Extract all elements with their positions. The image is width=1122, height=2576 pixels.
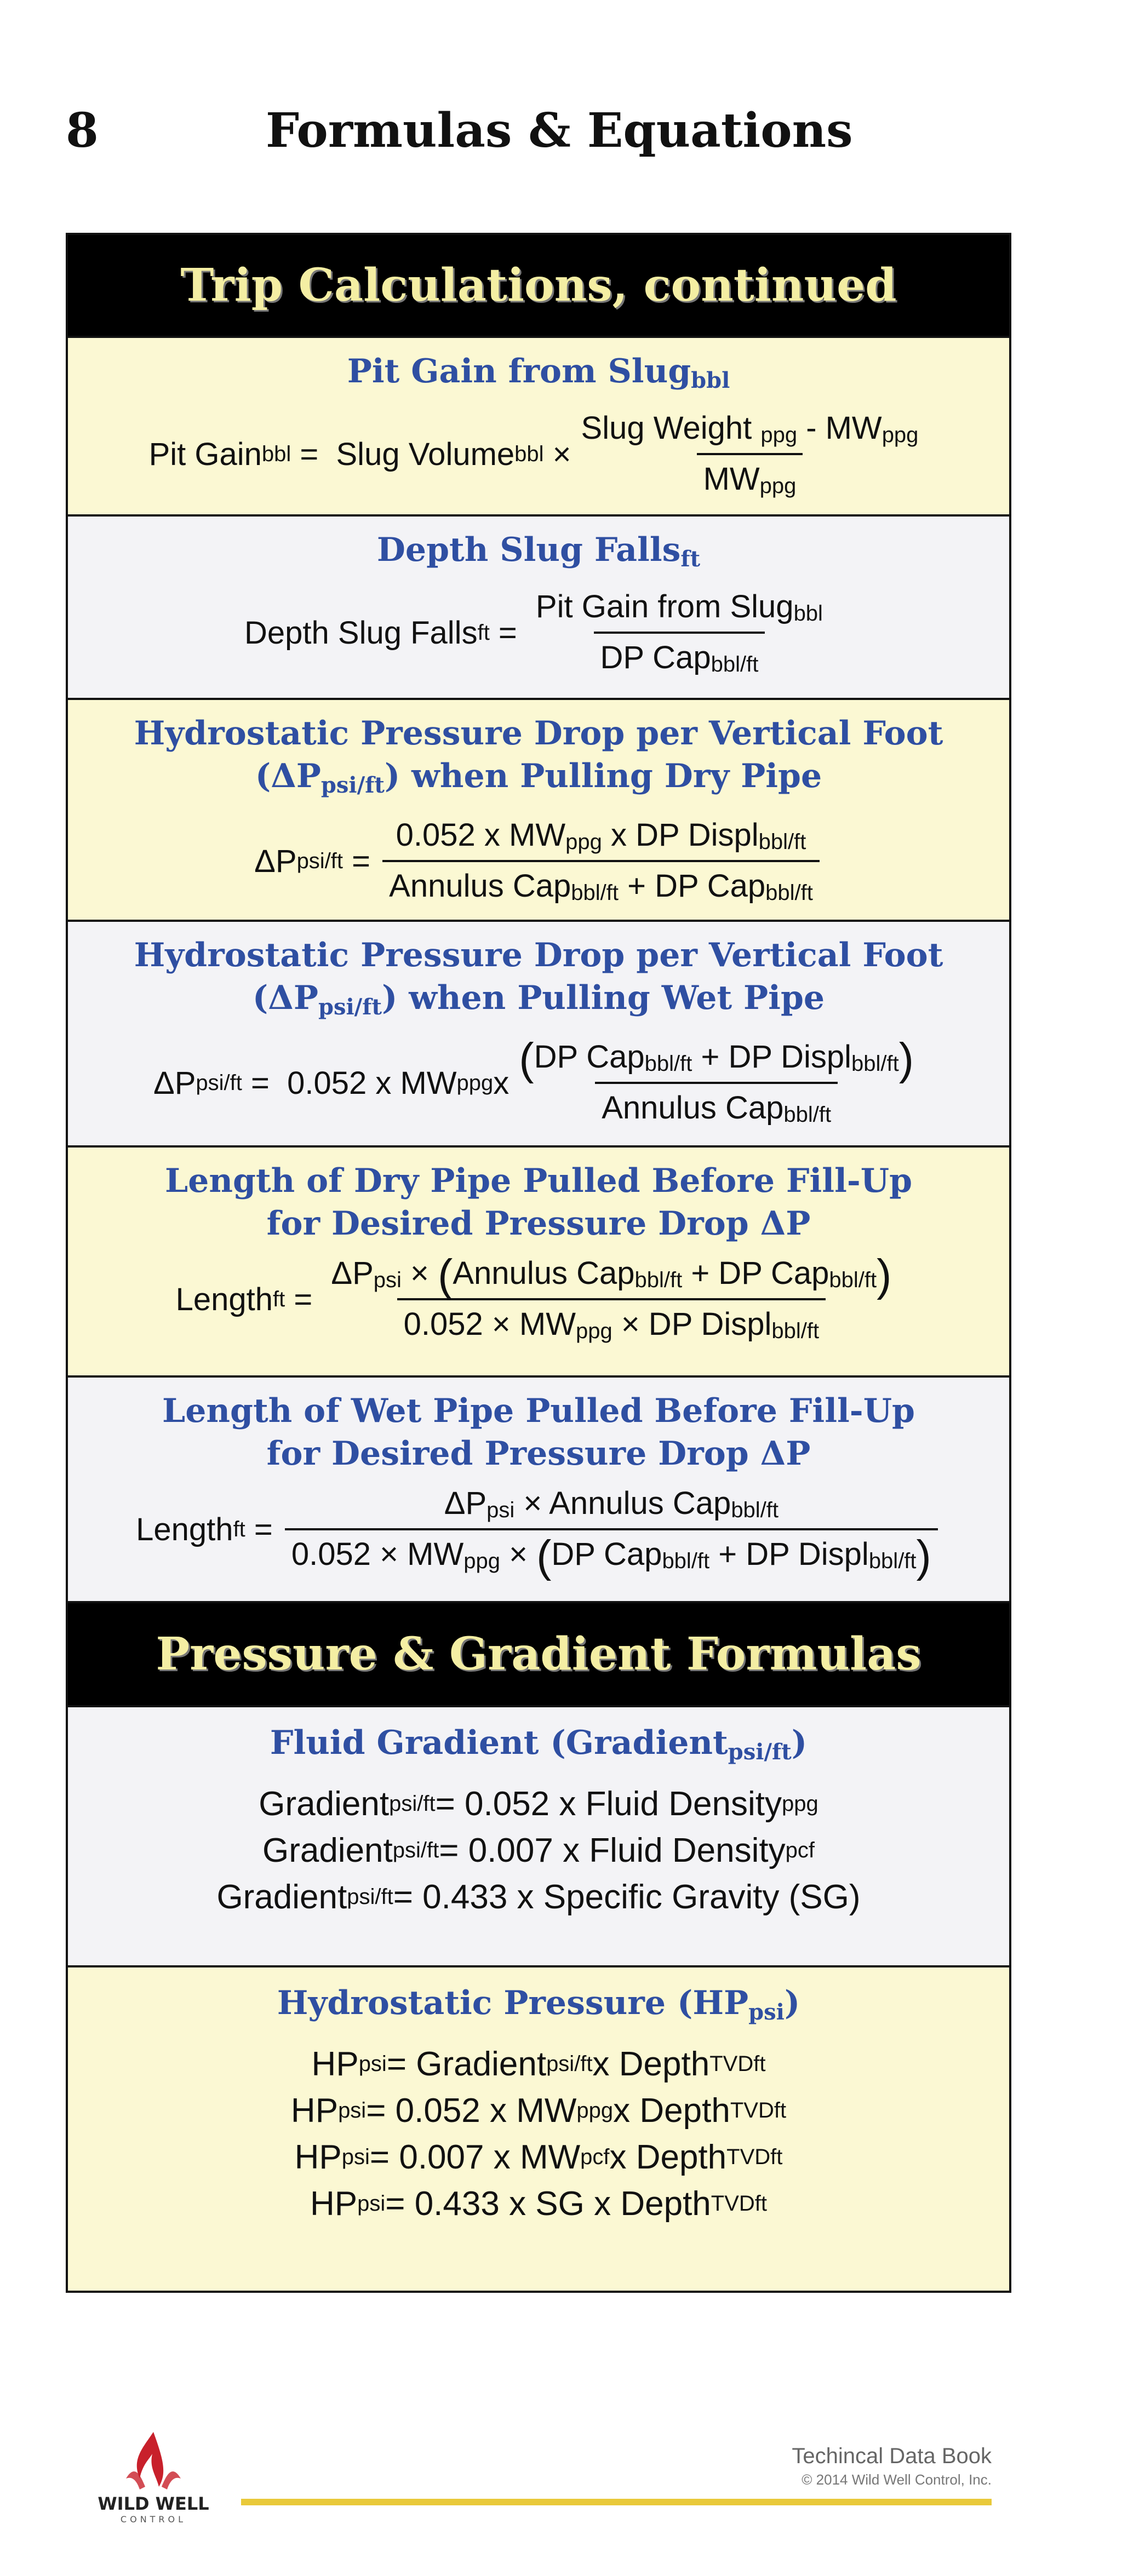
section-band-trip [68, 235, 1009, 338]
depth-slug-section [68, 517, 1009, 700]
gradient-equation: Gradient psi/ft = 0.007 x Fluid Density pcf [262, 1832, 815, 1869]
copyright: © 2014 Wild Well Control, Inc. [802, 2471, 992, 2488]
section-title: Fluid Gradient (Gradient$_{psi/ft}$) [270, 1724, 808, 1765]
section-title: Depth Slug Falls$_{ft}$ [376, 531, 701, 572]
hp-equation: HP psi = 0.052 x MW ppg x Depth TVDft [290, 2092, 787, 2130]
page-number: 8 [66, 103, 99, 158]
pit-gain-section [68, 338, 1009, 517]
section-title: Hydrostatic Pressure Drop per Vertical Foot $(\Delta P_{psi/ft})$ when Pulling Wet Pipe [134, 936, 943, 1020]
dry-pipe-drop-section [68, 700, 1009, 922]
gradient-equation: Gradient psi/ft = 0.052 x Fluid Density ppg [259, 1785, 818, 1823]
wet-pipe-drop-equation: ΔP psi/ft = 0.052 x MW ppg x $\frac{(DP Cap_{bbl/ft} + DP Displ_{bbl/ft})}{Annulus Cap_{bbl/ft}}$ [68, 1039, 1009, 1127]
logo-subtext: CONTROL [120, 2514, 187, 2525]
page-title: Formulas & Equations [266, 103, 853, 158]
band-title: Pressure & Gradient Formulas [156, 1628, 921, 1680]
logo-text: WILD WELL [98, 2493, 209, 2514]
section-band-pressure [68, 1603, 1009, 1707]
section-title: Length of Dry Pipe Pulled Before Fill-Up for Desired Pressure Drop ΔP [164, 1162, 913, 1243]
hp-equation: HP psi = Gradient psi/ft x Depth TVDft [311, 2045, 766, 2083]
hydrostatic-pressure-section [68, 1967, 1009, 2291]
wet-pipe-length-equation: Length ft = $\frac{\Delta P_{psi} \times Annulus Cap_{bbl/ft}}{0.052 \times MW_{ppg} \times (DP Cap_{bbl/ft} + DP Displ_{bbl/ft})}$ [68, 1485, 1009, 1574]
section-title: Hydrostatic Pressure Drop per Vertical Foot $(\Delta P_{psi/ft})$ when Pulling Dry Pipe [134, 714, 943, 798]
fraction: $\frac{\Delta P_{psi} \times (Annulus Cap_{bbl/ft} + DP Cap_{bbl/ft})}{0.052 \times MW_{ppg} \times DP Displ_{bbl/ft}}$ [331, 1250, 892, 1343]
page-footer [60, 2421, 1014, 2531]
footer-accent-line [241, 2499, 992, 2505]
dry-pipe-drop-equation: ΔP psi/ft = $\frac{0.052 x MW_{ppg} x DP Displ_{bbl/ft}}{Annulus Cap_{bbl/ft} + DP Cap_{bbl/ft}}$ [68, 817, 1009, 905]
formula-table [66, 233, 1011, 2293]
depth-slug-equation: Depth Slug Falls ft = $\frac{Pit Gain from Slug_{bbl}}{DP Cap_{bbl/ft}}$ [68, 588, 1009, 677]
page-header [0, 93, 1122, 164]
dry-pipe-length-equation: Length ft = $\frac{\Delta P_{psi} \times (Annulus Cap_{bbl/ft} + DP Cap_{bbl/ft})}{0.052 \times MW_{ppg} \times DP Displ_{bbl/ft}}$ [68, 1255, 1009, 1344]
fraction: $\frac{Pit Gain from Slug_{bbl}}{DP Cap_{bbl/ft}}$ [535, 589, 823, 676]
wet-pipe-length-section [68, 1378, 1009, 1603]
section-title: Pit Gain from Slug$_{bbl}$ [347, 352, 730, 393]
pit-gain-equation: Pit Gain bbl = Slug Volume bbl × $\frac{Slug Weight _{ppg} - MW_{ppg}}{MW_{ppg}}$ [68, 410, 1009, 498]
wet-pipe-drop-section [68, 922, 1009, 1148]
fraction: $\frac{Slug Weight _{ppg} - MW_{ppg}}{MW_{ppg}}$ [581, 410, 919, 498]
hp-equation: HP psi = 0.007 x MW pcf x Depth TVDft [294, 2138, 783, 2176]
fraction: $\frac{0.052 x MW_{ppg} x DP Displ_{bbl/ft}}{Annulus Cap_{bbl/ft} + DP Cap_{bbl/ft}}$ [382, 817, 820, 905]
fraction: $\frac{\Delta P_{psi} \times Annulus Cap_{bbl/ft}}{0.052 \times MW_{ppg} \times (DP Cap_{bbl/ft} + DP Displ_{bbl/ft})}$ [285, 1485, 938, 1574]
dry-pipe-length-section [68, 1148, 1009, 1378]
gradient-equation: Gradient psi/ft = 0.433 x Specific Gravity (SG) [216, 1878, 861, 1916]
fraction: $\frac{(DP Cap_{bbl/ft} + DP Displ_{bbl/ft})}{Annulus Cap_{bbl/ft}}$ [519, 1034, 914, 1127]
fluid-gradient-section [68, 1707, 1009, 1967]
band-title: Trip Calculations, continued [180, 259, 897, 312]
hp-equation: HP psi = 0.433 x SG x Depth TVDft [310, 2185, 768, 2223]
section-title: Length of Wet Pipe Pulled Before Fill-Up for Desired Pressure Drop ΔP [162, 1392, 915, 1473]
section-title: Hydrostatic Pressure $(HP_{psi})$ [277, 1984, 800, 2025]
book-title: Techincal Data Book [792, 2444, 992, 2468]
